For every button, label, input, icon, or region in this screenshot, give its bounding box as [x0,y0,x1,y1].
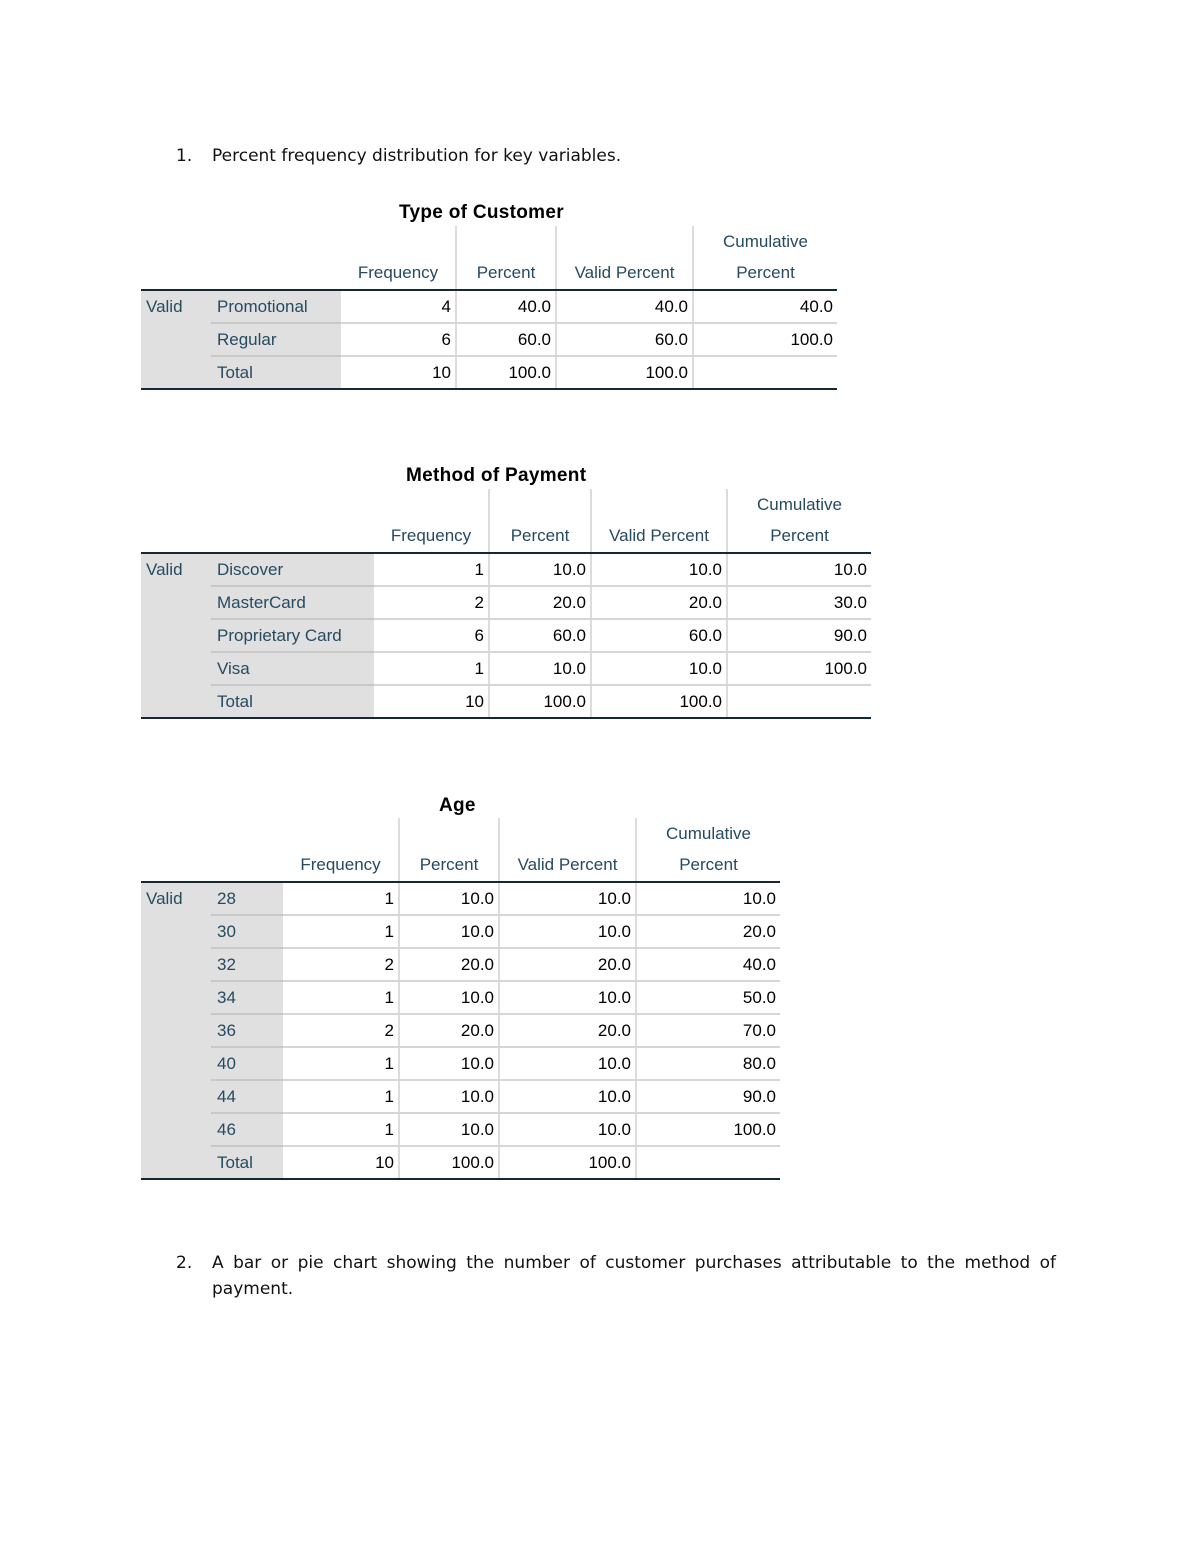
cell-cumulative-percent: 100.0 [636,1113,780,1146]
table-row [141,619,871,652]
cell-valid-percent: 100.0 [556,356,693,389]
row-label: MasterCard [211,586,374,619]
cell-cumulative-percent: 10.0 [636,882,780,915]
cell-valid-percent: 100.0 [499,1146,636,1179]
cell-percent: 60.0 [456,323,556,356]
cell-percent: 10.0 [399,981,499,1014]
cell-valid-percent: 60.0 [591,619,727,652]
row-label: Promotional [211,290,341,323]
cell-valid-percent: 10.0 [591,652,727,685]
cell-valid-percent: 10.0 [591,553,727,586]
item-text: A bar or pie chart showing the number of customer purchases attributable to the method of payment. [212,1253,1056,1299]
cell-percent: 10.0 [489,652,591,685]
cell-frequency: 1 [283,1047,399,1080]
cell-valid-percent: 20.0 [591,586,727,619]
item-text: Percent frequency distribution for key variables. [212,146,622,166]
cell-frequency: 10 [283,1146,399,1179]
table-title-type-of-customer: Type of Customer [399,202,564,223]
cell-cumulative-percent: 90.0 [636,1080,780,1113]
cell-percent: 100.0 [399,1146,499,1179]
header-blank [211,226,341,290]
cell-frequency: 4 [341,290,456,323]
row-label: Total [211,685,374,718]
cell-cumulative-percent: 100.0 [693,323,837,356]
cell-cumulative-percent: 90.0 [727,619,871,652]
table-row [141,290,837,323]
cell-frequency: 6 [374,619,489,652]
cell-cumulative-percent [693,356,837,389]
row-label: Total [211,1146,283,1179]
cell-frequency: 2 [283,948,399,981]
header-cumulative-percent: Cumulative Percent [727,489,871,553]
cell-frequency: 1 [374,553,489,586]
cell-valid-percent: 10.0 [499,981,636,1014]
header-percent: Percent [489,489,591,553]
row-label: 28 [211,882,283,915]
row-label: Visa [211,652,374,685]
table-header-row [141,226,837,290]
table-row-total [141,685,871,718]
cell-frequency: 1 [374,652,489,685]
cell-frequency: 1 [283,1113,399,1146]
cell-percent: 20.0 [399,948,499,981]
item-number: 1. [176,146,193,166]
cell-frequency: 2 [283,1014,399,1047]
cell-frequency: 1 [283,1080,399,1113]
cell-valid-percent: 40.0 [556,290,693,323]
cell-cumulative-percent: 40.0 [693,290,837,323]
header-valid-percent: Valid Percent [591,489,727,553]
header-frequency: Frequency [283,818,399,882]
cell-frequency: 1 [283,981,399,1014]
table-row [141,1047,780,1080]
table-row [141,981,780,1014]
table-row [141,948,780,981]
row-label: 44 [211,1080,283,1113]
cell-valid-percent: 60.0 [556,323,693,356]
cell-valid-percent: 10.0 [499,882,636,915]
cell-frequency: 2 [374,586,489,619]
table-row [141,915,780,948]
cell-cumulative-percent: 20.0 [636,915,780,948]
row-label: 40 [211,1047,283,1080]
cell-percent: 10.0 [399,1113,499,1146]
row-label: 36 [211,1014,283,1047]
header-cumulative-percent: Cumulative Percent [693,226,837,290]
group-label-valid: Valid [141,882,211,1179]
header-blank [141,818,211,882]
header-valid-percent: Valid Percent [499,818,636,882]
group-label-valid: Valid [141,290,211,389]
header-frequency: Frequency [374,489,489,553]
cell-percent: 20.0 [399,1014,499,1047]
cell-percent: 10.0 [399,915,499,948]
header-blank [211,489,374,553]
row-label: Regular [211,323,341,356]
cell-cumulative-percent [727,685,871,718]
header-percent: Percent [399,818,499,882]
table-row [141,1014,780,1047]
table-row [141,882,780,915]
cell-cumulative-percent: 10.0 [727,553,871,586]
cell-percent: 20.0 [489,586,591,619]
row-label: 34 [211,981,283,1014]
cell-valid-percent: 10.0 [499,1113,636,1146]
cell-cumulative-percent: 40.0 [636,948,780,981]
cell-valid-percent: 10.0 [499,1080,636,1113]
table-header-row [141,489,871,553]
cell-cumulative-percent: 70.0 [636,1014,780,1047]
cell-percent: 10.0 [489,553,591,586]
type-of-customer-table [141,226,837,390]
cell-percent: 100.0 [456,356,556,389]
table-row [141,323,837,356]
cell-percent: 40.0 [456,290,556,323]
cell-cumulative-percent: 100.0 [727,652,871,685]
table-row-total [141,1146,780,1179]
table-row [141,1080,780,1113]
row-label: 46 [211,1113,283,1146]
cell-cumulative-percent: 50.0 [636,981,780,1014]
cell-cumulative-percent [636,1146,780,1179]
cell-frequency: 10 [341,356,456,389]
cell-percent: 10.0 [399,1047,499,1080]
table-row [141,553,871,586]
method-of-payment-table [141,489,871,719]
header-frequency: Frequency [341,226,456,290]
age-table [141,818,780,1180]
header-valid-percent: Valid Percent [556,226,693,290]
table-row [141,652,871,685]
table-header-row [141,818,780,882]
row-label: Total [211,356,341,389]
cell-frequency: 10 [374,685,489,718]
cell-cumulative-percent: 30.0 [727,586,871,619]
table-title-method-of-payment: Method of Payment [406,465,587,486]
row-label: Discover [211,553,374,586]
table-title-age: Age [439,795,476,816]
item-number: 2. [176,1253,193,1273]
cell-frequency: 1 [283,882,399,915]
group-label-valid: Valid [141,553,211,718]
table-row [141,586,871,619]
cell-valid-percent: 10.0 [499,1047,636,1080]
table-row-total [141,356,837,389]
row-label: 30 [211,915,283,948]
cell-valid-percent: 10.0 [499,915,636,948]
header-blank [211,818,283,882]
header-blank [141,226,211,290]
header-cumulative-percent: Cumulative Percent [636,818,780,882]
cell-percent: 60.0 [489,619,591,652]
cell-valid-percent: 20.0 [499,1014,636,1047]
cell-valid-percent: 20.0 [499,948,636,981]
cell-valid-percent: 100.0 [591,685,727,718]
row-label: Proprietary Card [211,619,374,652]
cell-percent: 10.0 [399,1080,499,1113]
table-row [141,1113,780,1146]
cell-frequency: 6 [341,323,456,356]
row-label: 32 [211,948,283,981]
cell-percent: 100.0 [489,685,591,718]
header-blank [141,489,211,553]
header-percent: Percent [456,226,556,290]
cell-percent: 10.0 [399,882,499,915]
cell-cumulative-percent: 80.0 [636,1047,780,1080]
cell-frequency: 1 [283,915,399,948]
